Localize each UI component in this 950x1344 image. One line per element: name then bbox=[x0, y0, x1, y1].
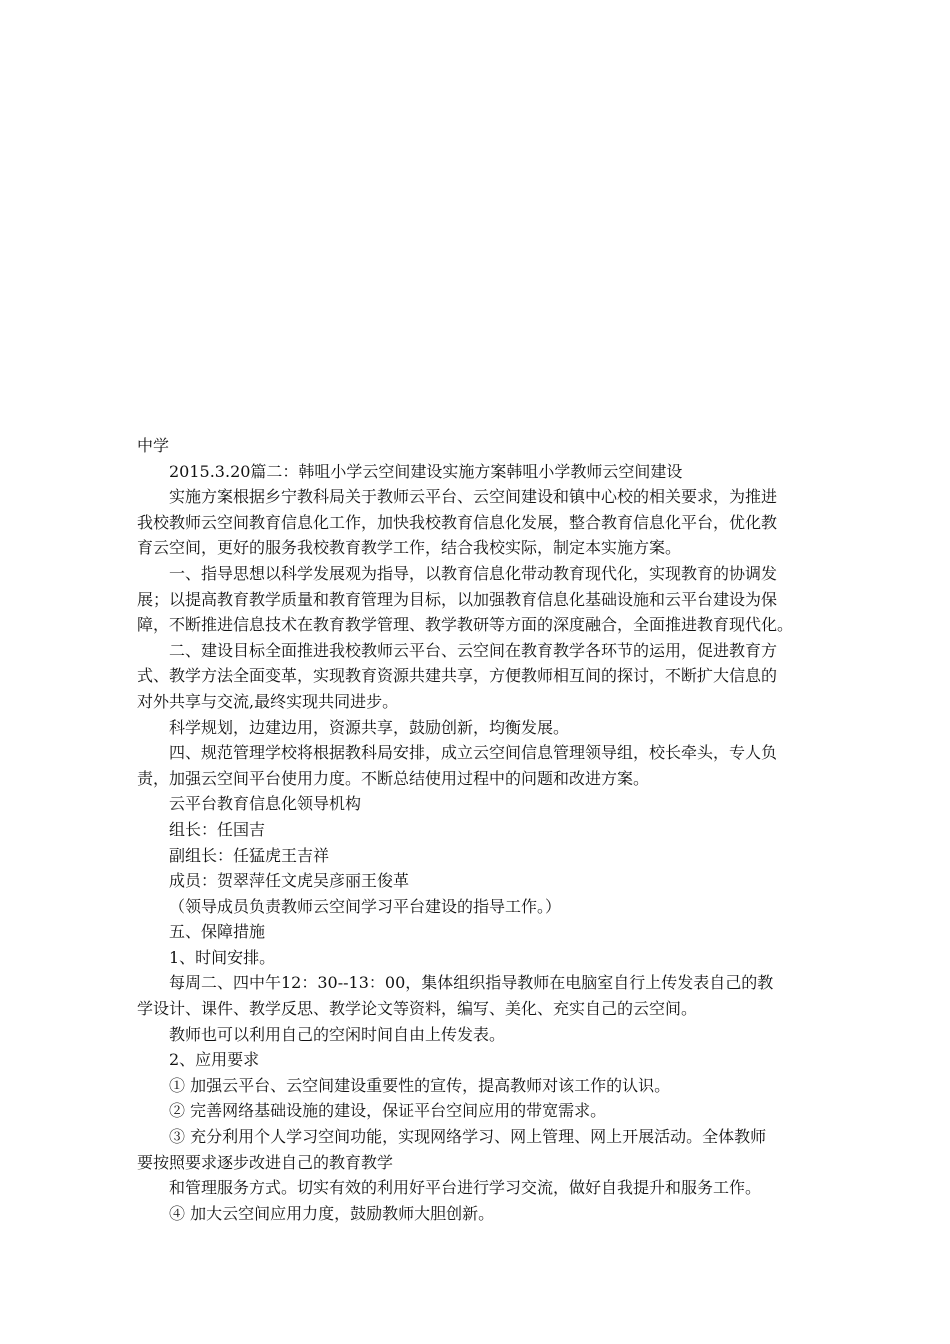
text-line: 副组长：任猛虎王吉祥 bbox=[169, 845, 330, 865]
text-line: 1、时间安排。 bbox=[169, 947, 276, 967]
text-line: 要按照要求逐步改进自己的教育教学 bbox=[137, 1152, 394, 1172]
document-body bbox=[137, 433, 827, 1226]
text-line: 式、教学方法全面变革，实现教育资源共建共享，方便教师相互间的探讨，不断扩大信息的 bbox=[137, 666, 778, 686]
text-line: 每周二、四中午12：30--13：00，集体组织指导教师在电脑室自行上传发表自己的教 bbox=[169, 973, 774, 993]
text-line: 责，加强云空间平台使用力度。不断总结使用过程中的问题和改进方案。 bbox=[137, 768, 650, 788]
text-line: ④ 加大云空间应用力度，鼓励教师大胆创新。 bbox=[169, 1203, 495, 1223]
text-line: 学设计、课件、教学反思、教学论文等资料，编写、美化、充实自己的云空间。 bbox=[137, 999, 698, 1019]
text-line: 2、应用要求 bbox=[169, 1050, 260, 1070]
text-line: 一、指导思想以科学发展观为指导，以教育信息化带动教育现代化，实现教育的协调发 bbox=[169, 563, 778, 583]
text-line: （领导成员负责教师云空间学习平台建设的指导工作。） bbox=[169, 896, 562, 916]
text-line: 五、保障措施 bbox=[169, 922, 266, 942]
text-line: 中学 bbox=[137, 436, 170, 455]
text-line: 教师也可以利用自己的空闲时间自由上传发表。 bbox=[169, 1024, 506, 1044]
text-line: ② 完善网络基础设施的建设，保证平台空间应用的带宽需求。 bbox=[169, 1101, 607, 1121]
text-line: 育云空间，更好的服务我校教育教学工作，结合我校实际，制定本实施方案。 bbox=[137, 538, 682, 558]
text-line: 展；以提高教育教学质量和教育管理为目标，以加强教育信息化基础设施和云平台建设为保 bbox=[137, 589, 778, 609]
text-line: 组长：任国吉 bbox=[169, 819, 266, 839]
text-line: 二、建设目标全面推进我校教师云平台、云空间在教育教学各环节的运用，促进教育方 bbox=[169, 640, 778, 660]
text-line: 科学规划，边建边用，资源共享，鼓励创新，均衡发展。 bbox=[169, 717, 570, 737]
text-line: ③ 充分利用个人学习空间功能，实现网络学习、网上管理、网上开展活动。全体教师 bbox=[169, 1127, 767, 1147]
text-line: 对外共享与交流,最终实现共同进步。 bbox=[137, 691, 399, 711]
text-line: 成员：贺翠萍任文虎吴彦丽王俊革 bbox=[169, 871, 410, 891]
text-line: 2015.3.20篇二：韩咀小学云空间建设实施方案韩咀小学教师云空间建设 bbox=[169, 461, 683, 481]
text-line: 障，不断推进信息技术在教育教学管理、教学教研等方面的深度融合，全面推进教育现代化。 bbox=[137, 615, 794, 635]
text-line: 我校教师云空间教育信息化工作，加快我校教育信息化发展，整合教育信息化平台，优化教 bbox=[137, 512, 778, 532]
text-line: 云平台教育信息化领导机构 bbox=[169, 794, 362, 814]
text-line: ① 加强云平台、云空间建设重要性的宣传，提高教师对该工作的认识。 bbox=[169, 1075, 671, 1095]
text-line: 和管理服务方式。切实有效的利用好平台进行学习交流，做好自我提升和服务工作。 bbox=[169, 1178, 762, 1198]
text-line: 实施方案根据乡宁教科局关于教师云平台、云空间建设和镇中心校的相关要求，为推进 bbox=[169, 487, 778, 507]
text-line: 四、规范管理学校将根据教科局安排，成立云空间信息管理领导组，校长牵头，专人负 bbox=[169, 743, 778, 763]
